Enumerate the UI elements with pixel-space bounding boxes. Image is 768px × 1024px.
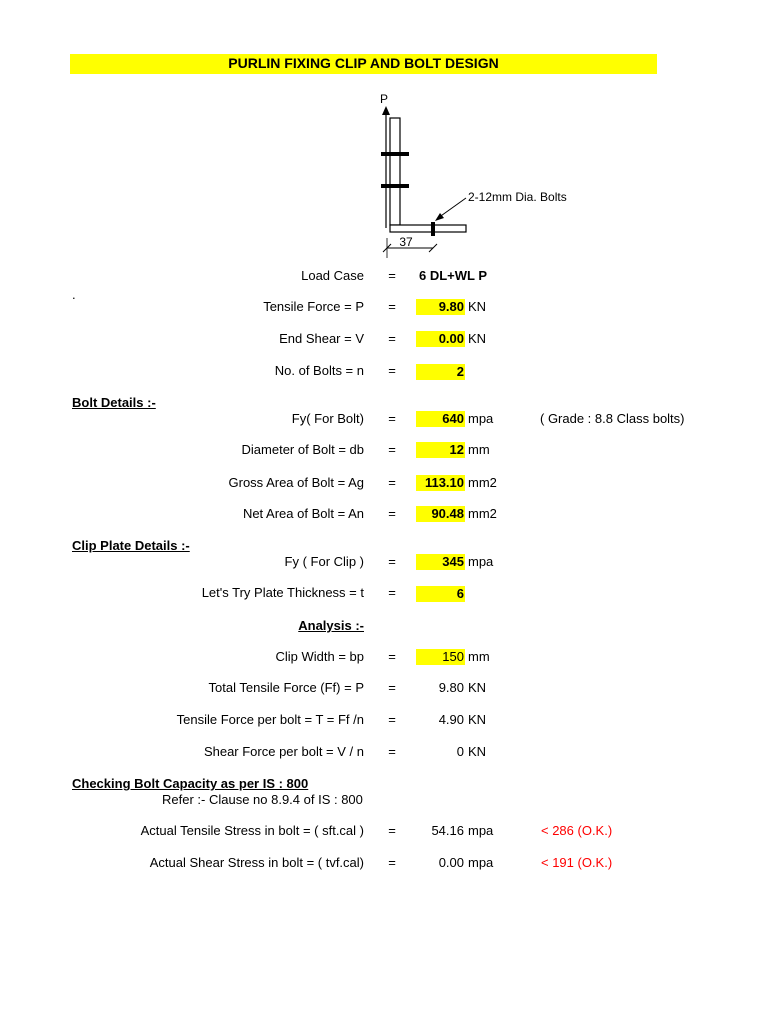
- equals-sign: =: [388, 680, 396, 695]
- end-shear-input[interactable]: 0.00: [416, 331, 465, 347]
- total-tensile-value: 9.80: [438, 680, 464, 695]
- net-area-value: 90.48: [416, 506, 465, 522]
- tensile-force-label: Tensile Force = P: [263, 299, 364, 314]
- equals-sign: =: [388, 649, 396, 664]
- clip-width-input[interactable]: 150: [416, 649, 465, 665]
- equals-sign: =: [388, 744, 396, 759]
- unit-label: KN: [468, 744, 487, 759]
- unit-label: mpa: [468, 855, 494, 870]
- bolt-fy-label: Fy( For Bolt): [291, 411, 364, 426]
- load-case-value[interactable]: 6 DL+WL P: [419, 268, 488, 283]
- total-tensile-label: Total Tensile Force (Ff) = P: [208, 680, 364, 695]
- unit-label: mpa: [468, 823, 494, 838]
- equals-sign: =: [388, 554, 396, 569]
- clip-width-label: Clip Width = bp: [275, 649, 364, 664]
- callout-line: [438, 198, 466, 218]
- tensile-stress-value: 54.16: [431, 823, 464, 838]
- unit-label: mm2: [468, 475, 497, 490]
- equals-sign: =: [388, 268, 396, 283]
- equals-sign: =: [388, 411, 396, 426]
- clip-vertical-leg: [390, 118, 400, 225]
- shear-check-status: < 191 (O.K.): [541, 855, 613, 870]
- clip-fy-input[interactable]: 345: [416, 554, 465, 570]
- equals-sign: =: [388, 363, 396, 378]
- equals-sign: =: [388, 823, 396, 838]
- equals-sign: =: [388, 299, 396, 314]
- tensile-force-input[interactable]: 9.80: [416, 299, 465, 315]
- unit-label: KN: [468, 299, 487, 314]
- unit-label: mpa: [468, 411, 494, 426]
- shear-stress-value: 0.00: [438, 855, 464, 870]
- load-case-label: Load Case: [301, 268, 364, 283]
- load-arrow-head: [382, 106, 390, 115]
- bolt-diameter-label: Diameter of Bolt = db: [241, 442, 364, 457]
- plate-thickness-input[interactable]: 6: [416, 586, 465, 602]
- dimension-label: 37: [399, 235, 413, 249]
- tensile-per-bolt-label: Tensile Force per bolt = T = Ff /n: [176, 712, 364, 727]
- unit-label: mm2: [468, 506, 497, 521]
- clause-reference: Refer :- Clause no 8.9.4 of IS : 800: [162, 792, 363, 807]
- unit-label: mm: [468, 649, 490, 664]
- capacity-heading: Checking Bolt Capacity as per IS : 800: [72, 776, 309, 791]
- shear-per-bolt-label: Shear Force per bolt = V / n: [203, 744, 364, 759]
- equals-sign: =: [388, 475, 396, 490]
- page-title: PURLIN FIXING CLIP AND BOLT DESIGN: [70, 54, 657, 74]
- bolt-horizontal: [431, 222, 435, 236]
- stray-mark: .: [72, 287, 76, 302]
- unit-label: mm: [468, 442, 490, 457]
- bolt-details-heading: Bolt Details :-: [72, 395, 156, 410]
- plate-thickness-label: Let's Try Plate Thickness = t: [201, 585, 364, 600]
- clip-plate-heading: Clip Plate Details :-: [72, 538, 190, 553]
- no-of-bolts-label: No. of Bolts = n: [274, 363, 364, 378]
- net-area-label: Net Area of Bolt = An: [242, 506, 364, 521]
- bolt-fy-input[interactable]: 640: [416, 411, 465, 427]
- clip-diagram: [360, 88, 590, 261]
- bolt-grade-note: ( Grade : 8.8 Class bolts): [540, 411, 685, 426]
- tensile-per-bolt-value: 4.90: [438, 712, 464, 727]
- equals-sign: =: [388, 331, 396, 346]
- bolt-diameter-input[interactable]: 12: [416, 442, 465, 458]
- gross-area-value: 113.10: [416, 475, 465, 491]
- analysis-heading: Analysis :-: [298, 618, 364, 633]
- load-label: P: [379, 92, 389, 106]
- equals-sign: =: [388, 855, 396, 870]
- equals-sign: =: [388, 585, 396, 600]
- tensile-check-status: < 286 (O.K.): [541, 823, 613, 838]
- equals-sign: =: [388, 442, 396, 457]
- unit-label: KN: [468, 331, 487, 346]
- no-of-bolts-input[interactable]: 2: [416, 364, 465, 380]
- end-shear-label: End Shear = V: [279, 331, 364, 346]
- clip-bolt-sketch: [360, 88, 590, 258]
- bolt-lower: [381, 184, 409, 188]
- unit-label: KN: [468, 680, 487, 695]
- clip-horizontal-leg: [390, 225, 466, 232]
- equals-sign: =: [388, 506, 396, 521]
- clip-fy-label: Fy ( For Clip ): [284, 554, 364, 569]
- unit-label: mpa: [468, 554, 494, 569]
- shear-stress-label: Actual Shear Stress in bolt = ( tvf.cal): [149, 855, 364, 870]
- bolt-callout: 2-12mm Dia. Bolts: [468, 190, 567, 204]
- shear-per-bolt-value: 0: [456, 744, 464, 759]
- gross-area-label: Gross Area of Bolt = Ag: [228, 475, 364, 490]
- equals-sign: =: [388, 712, 396, 727]
- bolt-upper: [381, 152, 409, 156]
- tensile-stress-label: Actual Tensile Stress in bolt = ( sft.cal ): [140, 823, 364, 838]
- unit-label: KN: [468, 712, 487, 727]
